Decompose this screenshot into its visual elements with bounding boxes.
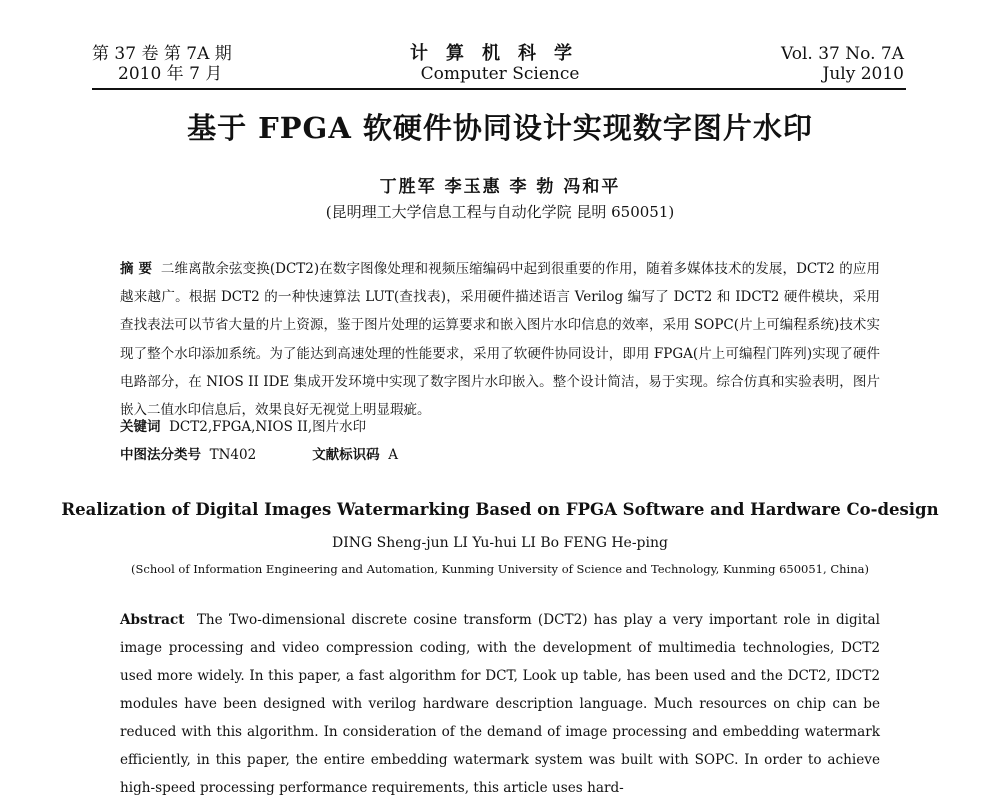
paper-title-en: Realization of Digital Images Watermarking Based on FPGA Software and Hardware Co-design (61, 500, 939, 519)
abstract-en-text: The Two-dimensional discrete cosine transform (DCT2) has play a very important role in digital image processing and video compression coding, with the development of multimedia technologies, DCT2 used more widely. In this paper, a fast algorithm for DCT, Look up table, has been used and the DCT2, IDCT2 modules have been designed with verilog hardware description language. Much resources on chip can be reduced with this algorithm. In consideration of the demand of image processing and embedding watermark efficiently, in this paper, the entire embedding watermark system was built with SOPC. In order to achieve high-speed processing performance requirements, this article uses hard- (120, 612, 880, 796)
keywords (120, 415, 366, 435)
classification (120, 443, 398, 463)
classification-label: 中图法分类号 (120, 447, 201, 463)
author-list-en: DING Sheng-jun LI Yu-hui LI Bo FENG He-ping (332, 535, 668, 551)
journal-volume-info-en (781, 44, 904, 84)
author-list: 丁胜军 李玉惠 李 勃 冯和平 (379, 177, 621, 197)
document-code-label: 文献标识码 (312, 447, 380, 463)
abstract-cn (120, 255, 880, 424)
publication-date-en: July 2010 (822, 64, 904, 84)
publication-date-cn: 2010 年 7 月 (118, 64, 223, 84)
abstract-en-label: Abstract (120, 612, 185, 628)
keywords-text: DCT2,FPGA,NIOS II,图片水印 (169, 419, 367, 435)
keywords-label: 关键词 (120, 419, 161, 435)
author-affiliation: (昆明理工大学信息工程与自动化学院 昆明 650051) (325, 203, 675, 221)
volume-issue: 第 37 卷 第 7A 期 (92, 44, 232, 64)
document-code-value: A (388, 447, 399, 463)
abstract-cn-text: 二维离散余弦变换(DCT2)在数字图像处理和视频压缩编码中起到很重要的作用，随着多媒体技术的发展，DCT2 的应用越来越广。根据 DCT2 的一种快速算法 LUT(查找表)，采用硬件描述语言 Verilog 编写了 DCT2 和 IDCT2 硬件模块，采用查找表法可以节省大量的片上资源，鉴于图片处理的运算要求和嵌入图片水印信息的效率，采用 SOPC(片上可编程系统)技术实现了整个水印添加系统。为了能达到高速处理的性能要求，采用了软硬件协同设计，即用 FPGA(片上可编程门阵列)实现了硬件电路部分，在 NIOS II IDE 集成开发环境中实现了数字图片水印嵌入。整个设计简洁，易于实现。综合仿真和实验表明，图片嵌入二值水印信息后，效果良好无视觉上明显瑕疵。 (120, 261, 880, 419)
abstract-en (120, 606, 880, 802)
paper-title: 基于 FPGA 软硬件协同设计实现数字图片水印 (187, 111, 813, 145)
abstract-cn-label: 摘 要 (120, 261, 153, 277)
journal-name-cn: 计算机科学 (410, 43, 590, 64)
journal-name-en: Computer Science (420, 64, 580, 84)
volume-issue-en: Vol. 37 No. 7A (781, 44, 904, 64)
author-affiliation-en: (School of Information Engineering and Automation, Kunming University of Science and Technology, Kunming 650051, China) (131, 562, 869, 576)
header-rule (92, 88, 906, 90)
classification-value: TN402 (209, 447, 257, 463)
